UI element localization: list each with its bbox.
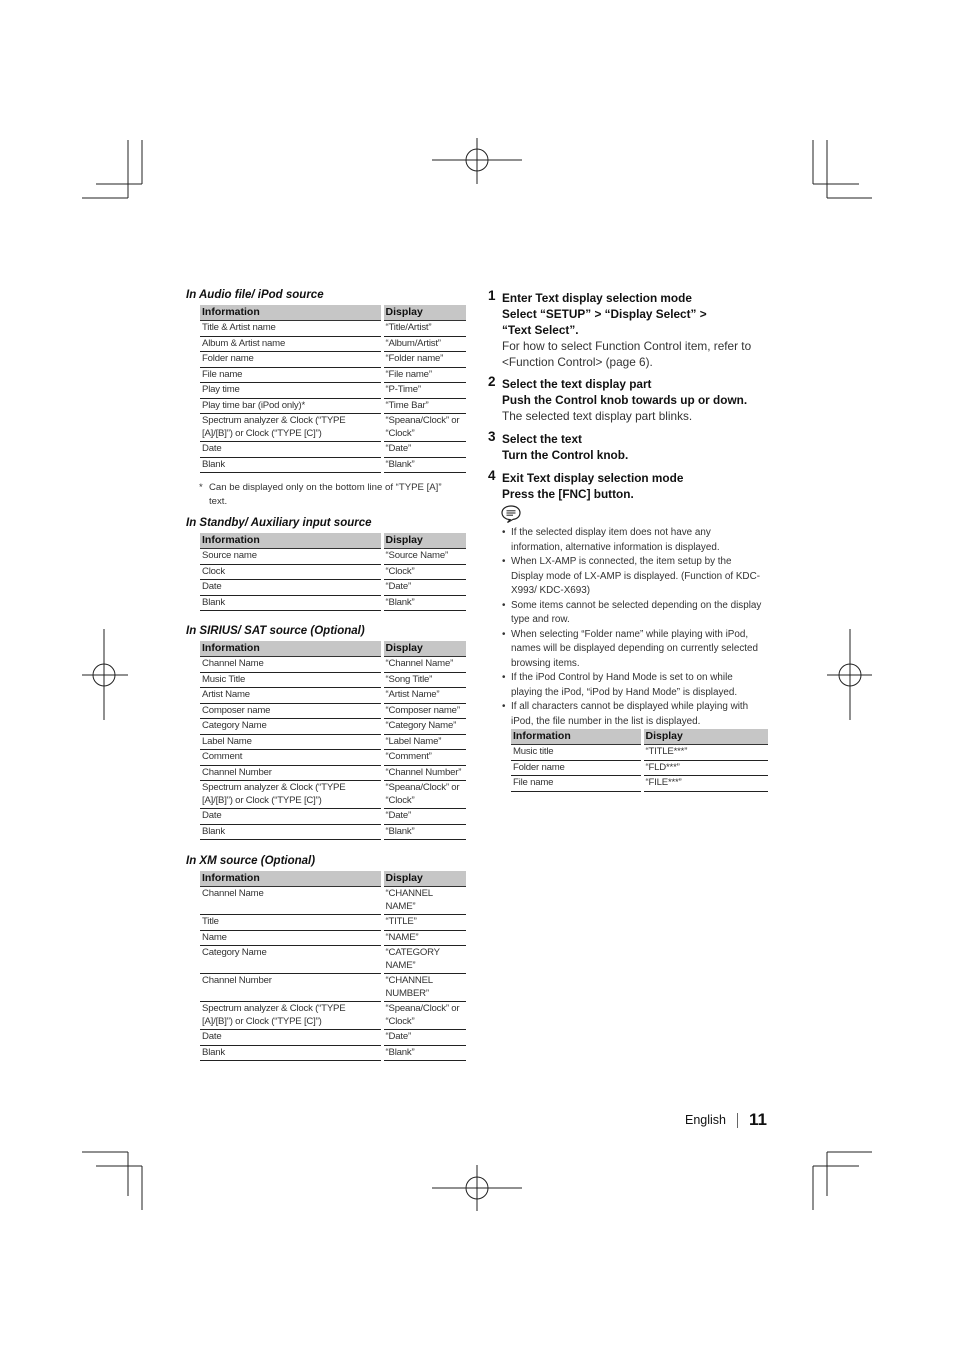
footer-divider [737,1113,738,1128]
notes-list [502,526,764,729]
cell-display: “NAME” [382,930,466,946]
table-row [200,336,466,352]
column-header-display: Display [382,305,466,321]
list-item: • When LX-AMP is connected, the item setup by the Display mode of LX-AMP is displayed. (Function of KDC-X993/ KDC-X693) [502,555,764,599]
cell-display: “Album/Artist” [382,336,466,352]
footnote-star: * [199,482,203,493]
cell-display: “Date” [382,809,466,825]
table-row [200,657,466,673]
step-number: 4 [488,468,496,483]
table-row [200,457,466,473]
table-row [200,734,466,750]
list-item: • When selecting “Folder name” while playing with iPod, names will be displayed depending on currently selected browsing items. [502,628,764,672]
cell-info: Music title [511,745,642,761]
step-number: 1 [488,288,496,303]
cell-display: “Channel Number” [382,765,466,781]
footnote-text: Can be displayed only on the bottom line of “TYPE [A]” text. [209,482,442,507]
section-title: In Audio file/ iPod source [186,289,324,301]
table-row [200,352,466,368]
table-row [511,760,768,776]
cell-display: “Blank” [382,595,466,611]
cell-info: Play time [200,383,382,399]
table-row [511,745,768,761]
cell-info: Channel Name [200,887,382,915]
cell-display: “P-Time” [382,383,466,399]
column-header-display: Display [382,641,466,657]
table-row [200,915,466,931]
cell-display: “CATEGORY NAME” [382,946,466,974]
cell-info: File name [511,776,642,792]
table-row [200,887,466,915]
cell-info: Artist Name [200,688,382,704]
cell-display: “Composer name” [382,703,466,719]
table-row [200,414,466,442]
step-heading: Select the text [502,432,582,446]
column-header-information: Information [511,729,642,745]
table-row [200,688,466,704]
section-title: In XM source (Optional) [186,855,316,867]
cell-info: Channel Number [200,765,382,781]
step-instruction-part: “Text Select”. [502,323,579,337]
step-4 [488,470,763,502]
table-row [200,765,466,781]
table-row [200,703,466,719]
cell-display: “FILE***” [642,776,768,792]
cell-info: Music Title [200,672,382,688]
table-row [200,564,466,580]
cell-display: “Category Name” [382,719,466,735]
table-header-row [511,729,768,745]
table-row [200,781,466,809]
step-instruction-part: Select “SETUP” [502,307,592,321]
list-item: • If all characters cannot be displayed while playing with iPod, the file number in the list is displayed. [502,700,764,729]
cell-display: “Time Bar” [382,398,466,414]
table-row [200,930,466,946]
cell-info: Folder name [511,760,642,776]
step-description: For how to select Function Control item, refer to <Function Control> (page 6). [502,339,752,369]
cell-info: Category Name [200,946,382,974]
cell-display: “Artist Name” [382,688,466,704]
table-header-row [200,533,466,549]
cell-info: Date [200,580,382,596]
table-row [511,776,768,792]
table-row [200,1030,466,1046]
cell-display: “FLD***” [642,760,768,776]
step-number: 2 [488,374,496,389]
arrow-icon: > [594,307,602,321]
cell-info: Channel Name [200,657,382,673]
cell-display: “Title/Artist” [382,321,466,337]
table-header-row [200,305,466,321]
cell-display: “Comment” [382,750,466,766]
cell-info: Category Name [200,719,382,735]
cell-display: “Speana/Clock” or “Clock” [382,781,466,809]
arrow-icon: > [699,307,707,321]
cell-info: Date [200,1030,382,1046]
cell-info: Blank [200,1045,382,1061]
cell-info: Date [200,442,382,458]
table-row [200,549,466,565]
cell-display: “Date” [382,442,466,458]
cell-display: “Clock” [382,564,466,580]
step-1 [488,290,763,370]
column-header-display: Display [642,729,768,745]
column-header-display: Display [382,533,466,549]
list-item: • Some items cannot be selected depending on the display type and row. [502,599,764,628]
cell-info: Name [200,930,382,946]
cell-info: Date [200,809,382,825]
cell-info: Spectrum analyzer & Clock (“TYPE [A]/[B]”) or Clock (“TYPE [C]”) [200,1002,382,1030]
table-header-row [200,871,466,887]
step-2 [488,376,763,424]
page-footer [685,1110,767,1130]
cell-info: Blank [200,457,382,473]
sirius-table [200,641,466,840]
step-description: The selected text display part blinks. [502,409,693,423]
column-header-information: Information [200,871,382,887]
xm-section [186,854,466,1061]
table-row [200,595,466,611]
table-row [200,398,466,414]
cell-info: Blank [200,824,382,840]
standby-section [186,516,466,611]
cell-info: Channel Number [200,974,382,1002]
list-item: • If the selected display item does not have any information, alternative information is displayed. [502,526,764,555]
cell-display: “Blank” [382,1045,466,1061]
cell-display: “Speana/Clock” or “Clock” [382,414,466,442]
cell-info: Album & Artist name [200,336,382,352]
cell-info: Spectrum analyzer & Clock (“TYPE [A]/[B]”) or Clock (“TYPE [C]”) [200,414,382,442]
cell-info: Title [200,915,382,931]
table-row [200,383,466,399]
column-header-display: Display [382,871,466,887]
table-row [200,809,466,825]
cell-info: Blank [200,595,382,611]
table-row [200,1002,466,1030]
step-instruction [502,306,763,338]
step-3 [488,431,763,463]
cell-display: “TITLE” [382,915,466,931]
footnote [199,481,459,509]
cell-info: Clock [200,564,382,580]
cell-display: “Label Name” [382,734,466,750]
cell-info: Source name [200,549,382,565]
step-heading: Select the text display part [502,377,652,391]
cell-display: “Date” [382,1030,466,1046]
table-row [200,580,466,596]
cell-display: “Date” [382,580,466,596]
table-row [200,719,466,735]
cell-info: Play time bar (iPod only)* [200,398,382,414]
page-number: 11 [749,1110,767,1129]
table-row [200,442,466,458]
step-instruction: Turn the Control knob. [502,448,629,462]
xm-table [200,871,466,1061]
cell-info: File name [200,367,382,383]
column-header-information: Information [200,641,382,657]
column-header-information: Information [200,305,382,321]
cell-display: “Blank” [382,457,466,473]
standby-table [200,533,466,611]
cell-display: “Blank” [382,824,466,840]
table-row [200,321,466,337]
cell-display: “CHANNEL NUMBER” [382,974,466,1002]
table-row [200,750,466,766]
note-icon [500,504,522,524]
step-instruction: Press the [FNC] button. [502,487,634,501]
cell-display: “Speana/Clock” or “Clock” [382,1002,466,1030]
table-row [200,974,466,1002]
table-row [200,1045,466,1061]
cell-display: “File name” [382,367,466,383]
table-header-row [200,641,466,657]
table-row [200,946,466,974]
cell-info: Folder name [200,352,382,368]
table-row [200,824,466,840]
step-heading: Exit Text display selection mode [502,471,684,485]
audio-table [200,305,466,473]
cell-display: “Channel Name” [382,657,466,673]
step-heading: Enter Text display selection mode [502,291,692,305]
cell-info: Label Name [200,734,382,750]
cell-display: “TITLE***” [642,745,768,761]
cell-display: “Song Title” [382,672,466,688]
section-title: In Standby/ Auxiliary input source [186,517,372,529]
section-title: In SIRIUS/ SAT source (Optional) [186,625,365,637]
notes-table [511,729,768,792]
language-label: English [685,1113,727,1127]
table-row [200,367,466,383]
list-item: • If the iPod Control by Hand Mode is set to on while playing the iPod, “iPod by Hand Mode” is displayed. [502,671,764,700]
cell-display: “Source Name” [382,549,466,565]
cell-display: “Folder name” [382,352,466,368]
sirius-section [186,624,466,840]
column-header-information: Information [200,533,382,549]
audio-section [186,288,466,509]
table-row [200,672,466,688]
cell-info: Spectrum analyzer & Clock (“TYPE [A]/[B]”) or Clock (“TYPE [C]”) [200,781,382,809]
cell-info: Comment [200,750,382,766]
step-instruction-part: “Display Select” [604,307,697,321]
step-number: 3 [488,429,496,444]
cell-info: Title & Artist name [200,321,382,337]
cell-info: Composer name [200,703,382,719]
step-instruction: Push the Control knob towards up or down. [502,393,748,407]
cell-display: “CHANNEL NAME” [382,887,466,915]
